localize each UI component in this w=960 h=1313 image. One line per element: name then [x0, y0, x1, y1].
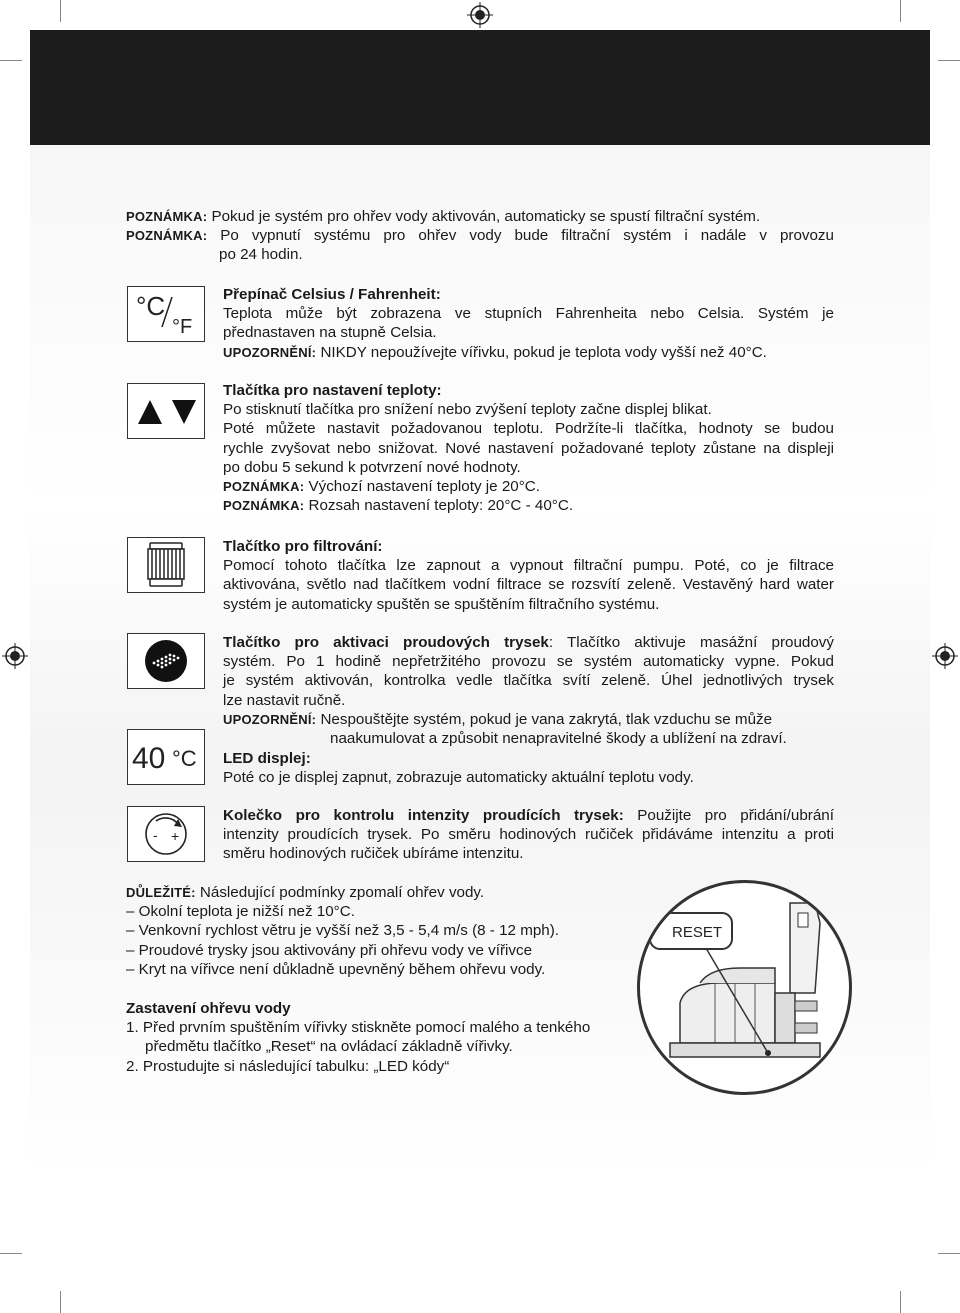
note-label: POZNÁMKA: — [223, 479, 305, 495]
warning-text-cont: naakumulovat a způsobit nenapravitelné škody a ublížení na zdraví. — [330, 730, 787, 748]
section-text: intenzity proudících trysek. Po směru hodinových ručiček přidáváme intenzitu a proti — [223, 826, 834, 844]
fahrenheit-symbol: °F — [172, 316, 193, 338]
note-block — [126, 207, 834, 265]
stop-heating-section — [126, 999, 636, 1076]
section-title: Zastavení ohřevu vody — [126, 1000, 291, 1017]
note-text: Rozsah nastavení teploty: 20°C - 40°C. — [308, 497, 574, 515]
crop-mark — [60, 1291, 61, 1313]
registration-mark-icon — [930, 641, 960, 671]
led-display-icon — [127, 729, 205, 785]
led-value: 40 — [132, 742, 166, 775]
bubbles-jet-icon — [127, 633, 205, 689]
jets-section — [223, 633, 834, 748]
important-section — [126, 883, 626, 979]
registration-mark-icon — [465, 0, 495, 30]
control-base-illustration — [637, 880, 852, 1095]
section-text: Použijte pro přidání/ubrání — [637, 807, 834, 824]
dial-minus: - — [153, 827, 158, 843]
crop-mark — [900, 0, 901, 22]
header-bar — [30, 30, 930, 145]
list-item: – Kryt na vířivce není důkladně upevněný během ohřevu vody. — [126, 960, 546, 978]
section-title: Tlačítka pro nastavení teploty: — [223, 382, 442, 399]
section-text: přednastaven na stupně Celsia. — [223, 324, 437, 342]
important-text: Následující podmínky zpomalí ohřev vody. — [199, 884, 485, 901]
section-title: Přepínač Celsius / Fahrenheit: — [223, 286, 441, 303]
note-label: POZNÁMKA: — [126, 228, 208, 244]
list-item: – Venkovní rychlost větru je vyšší než 3,5 - 5,4 m/s (8 - 12 mph). — [126, 922, 560, 940]
filter-section — [223, 537, 834, 614]
note-text-cont: po 24 hodin. — [219, 246, 303, 264]
section-title: Kolečko pro kontrolu intenzity proudících trysek: — [223, 807, 624, 824]
dial-plus: + — [171, 828, 180, 844]
reset-label: RESET — [672, 924, 723, 941]
led-section — [223, 749, 834, 787]
list-item: 2. Prostudujte si následující tabulku: „LED kódy“ — [126, 1057, 450, 1075]
note-text: Pokud je systém pro ohřev vody aktivován, automaticky se spustí filtrační systém. — [211, 208, 761, 225]
temperature-buttons-section — [223, 381, 834, 515]
celsius-section — [223, 285, 834, 362]
section-title: Tlačítko pro aktivaci proudových trysek — [223, 634, 549, 651]
section-text: po dobu 5 sekund k potvrzení nové hodnoty. — [223, 458, 521, 476]
section-title: LED displej: — [223, 750, 311, 767]
note-label: POZNÁMKA: — [126, 209, 208, 224]
section-text: lze nastavit ručně. — [223, 691, 346, 709]
filter-cartridge-icon — [127, 537, 205, 593]
crop-mark — [938, 1253, 960, 1254]
section-title: Tlačítko pro filtrování: — [223, 538, 383, 555]
crop-mark — [0, 1253, 22, 1254]
section-text: je systém aktivován, kontrolka vedle tlačítka svítí zeleně. Úhel jednotlivých trysek — [223, 672, 834, 690]
section-text: Poté co je displej zapnut, zobrazuje automaticky aktuální teplotu vody. — [223, 769, 694, 787]
important-label: DŮLEŽITÉ: — [126, 885, 196, 900]
intensity-dial-icon — [127, 806, 205, 862]
section-text: Teplota může být zobrazena ve stupních Fahrenheita nebo Celsia. Systém je — [223, 305, 834, 323]
section-text: aktivována, světlo nad tlačítkem vodní filtrace se rozsvítí zeleně. Vestavěný hard water — [223, 576, 834, 594]
section-text: rychle zvyšovat nebo snižovat. Nové nastavení požadované teploty zůstane na displeji — [223, 439, 834, 457]
up-down-arrows-icon — [127, 383, 205, 439]
led-unit: °C — [172, 746, 197, 771]
note-text: Po vypnutí systému pro ohřev vody bude filtrační systém i nadále v provozu — [220, 227, 834, 245]
registration-mark-icon — [0, 641, 30, 671]
warning-text: NIKDY nepoužívejte vířivku, pokud je teplota vody vyšší než 40°C. — [320, 343, 767, 361]
list-item: – Proudové trysky jsou aktivovány při ohřevu vody ve vířivce — [126, 941, 533, 959]
note-label: POZNÁMKA: — [223, 498, 305, 514]
section-text: směru hodinových ručiček ubíráme intenzitu. — [223, 845, 524, 863]
dial-section — [223, 806, 834, 864]
section-text: : Tlačítko aktivuje masážní proudový — [548, 634, 834, 651]
section-text: Po stisknutí tlačítka pro snížení nebo zvýšení teploty začne displej blikat. — [223, 401, 712, 419]
section-text: systém. Po 1 hodině nepřetržitého provozu se systém automaticky vypne. Pokud — [223, 653, 834, 671]
crop-mark — [60, 0, 61, 22]
list-item-cont: předmětu tlačítko „Reset“ na ovládací základně vířivky. — [145, 1038, 513, 1056]
section-text: Poté můžete nastavit požadovanou teplotu. Podržíte-li tlačítka, hodnoty se budou — [223, 420, 834, 438]
celsius-symbol: °C — [136, 291, 166, 321]
warning-label: UPOZORNĚNÍ: — [223, 344, 317, 360]
section-text: Pomocí tohoto tlačítka lze zapnout a vypnout filtrační pumpu. Poté, co je filtrace — [223, 557, 834, 575]
list-item: 1. Před prvním spuštěním vířivky stiskněte pomocí malého a tenkého — [126, 1019, 591, 1037]
list-item: – Okolní teplota je nižší než 10°C. — [126, 903, 355, 921]
crop-mark — [900, 1291, 901, 1313]
note-text: Výchozí nastavení teploty je 20°C. — [308, 478, 540, 496]
crop-mark — [938, 60, 960, 61]
crop-mark — [0, 60, 22, 61]
warning-label: UPOZORNĚNÍ: — [223, 711, 317, 727]
warning-text: Nespouštějte systém, pokud je vana zakrytá, tlak vzduchu se může — [320, 710, 773, 728]
celsius-fahrenheit-icon — [127, 286, 205, 342]
section-text: systém je automaticky spuštěn se spuštěním filtračního systému. — [223, 595, 660, 613]
